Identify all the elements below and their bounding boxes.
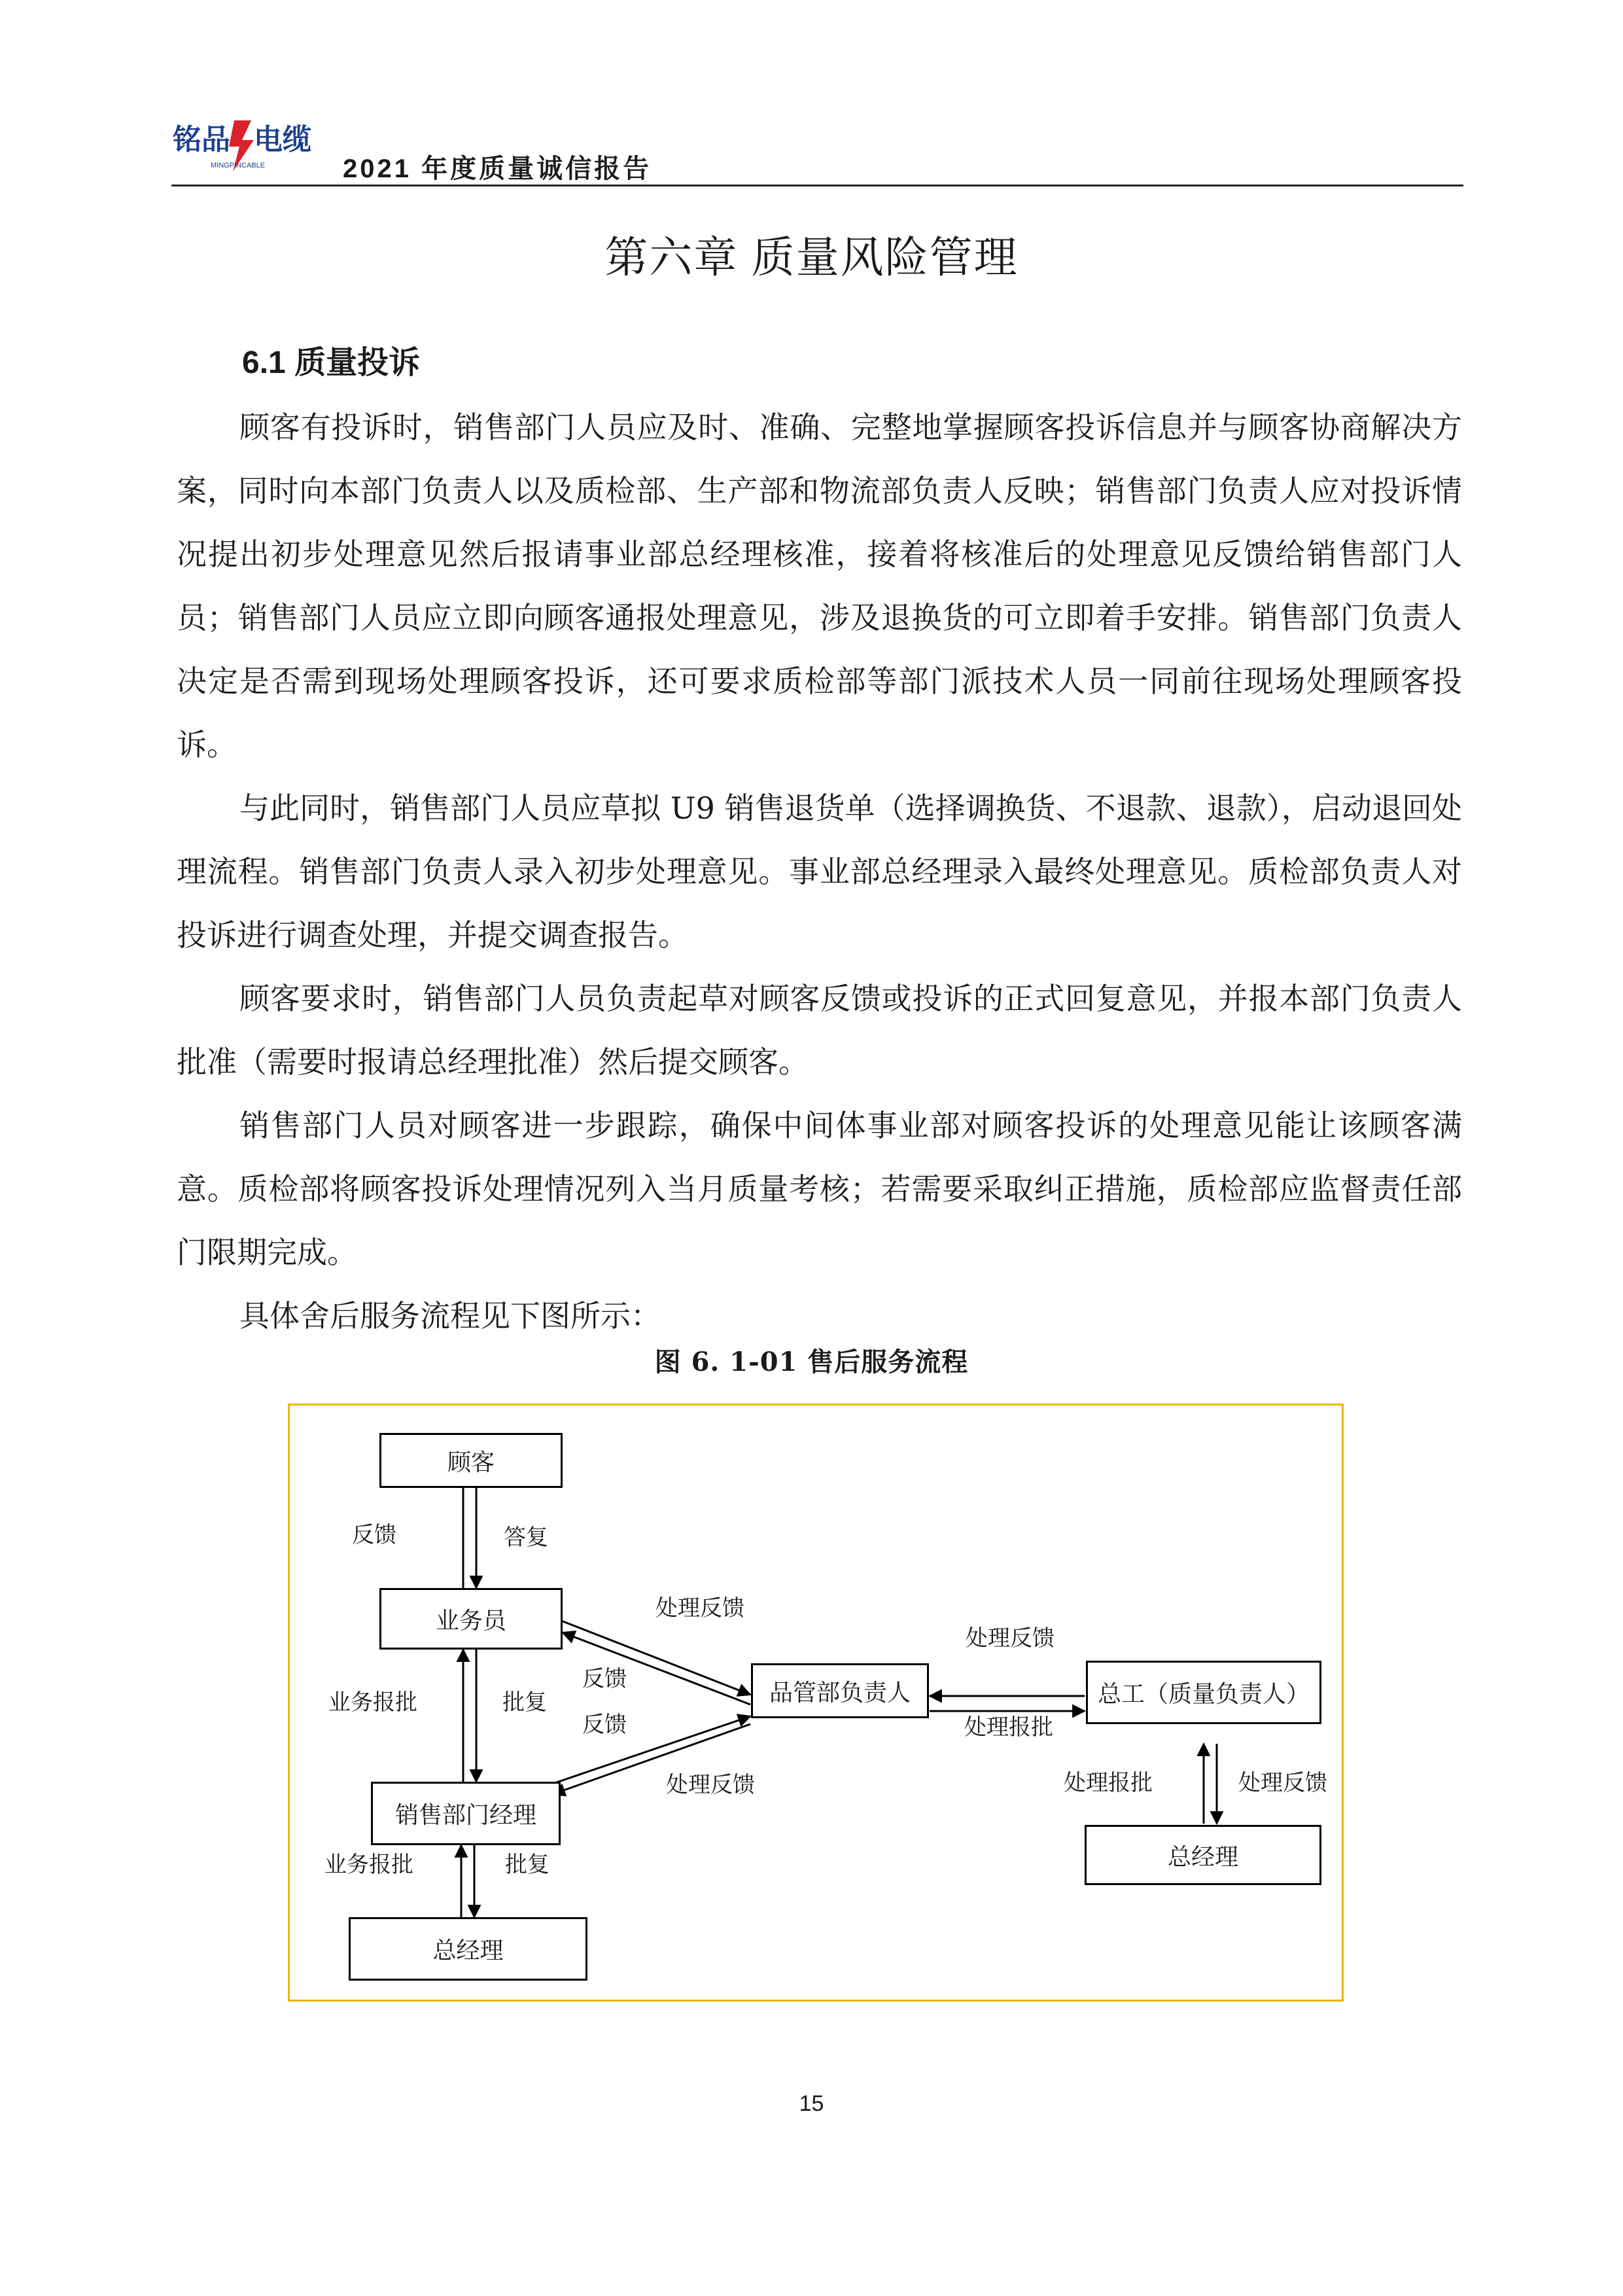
svg-text:电缆: 电缆 [254,124,311,156]
label-feedback-b: 反馈 [582,1712,627,1737]
node-gm-right: 总经理 [1085,1825,1321,1885]
paragraph-2: 与此同时，销售部门人员应草拟 U9 销售退货单（选择调换货、不退款、退款），启动退回处理流程。销售部门负责人录入初步处理意见。事业部总经理录入最终处理意见。质检部负责人对投诉进行调查处理，并提交调查报告。 [177,790,1462,953]
label-handle-feedback-right: 处理反馈 [966,1626,1055,1651]
label-feedback-up: 反馈 [352,1523,396,1547]
company-logo [171,111,328,177]
paragraph-1: 顾客有投诉时，销售部门人员应及时、准确、完整地掌握顾客投诉信息并与顾客协商解决方案，同时向本部门负责人以及质检部、生产部和物流部负责人反映；销售部门负责人应对投诉情况提出初步处理意见然后报请事业部总经理核准，接着将核准后的处理意见反馈给销售部门人员；销售部门人员应立即向顾客通报处理意见，涉及退换货的可立即着手安排。销售部门负责人决定是否需到现场处理顾客投诉，还可要求质检部等部门派技术人员一同前往现场处理顾客投诉。 [177,410,1462,762]
node-customer: 顾客 [379,1433,563,1488]
page-header [171,98,1467,190]
label-approve-1: 批复 [502,1690,547,1715]
paragraph-4: 销售部门人员对顾客进一步跟踪，确保中间体事业部对顾客投诉的处理意见能让该顾客满意。质检部将顾客投诉处理情况列入当月质量考核；若需要采取纠正措施，质检部应监督责任部门限期完成。 [177,1108,1462,1270]
node-salesperson: 业务员 [379,1588,563,1650]
svg-text:MINGPINCABLE: MINGPINCABLE [211,162,266,169]
chapter-title: 第六章 质量风险管理 [604,233,1019,281]
svg-text:铭品: 铭品 [173,124,230,156]
label-handle-report-down: 处理报批 [1064,1771,1153,1795]
node-qc-head: 品管部负责人 [751,1663,929,1718]
label-biz-report-1: 业务报批 [328,1690,417,1715]
label-handle-report-right: 处理报批 [964,1715,1053,1740]
label-handle-feedback-top: 处理反馈 [655,1596,744,1621]
report-title: 2021 年度质量诚信报告 [343,154,652,183]
label-feedback-a: 反馈 [582,1667,627,1691]
header-divider [171,185,1463,186]
label-handle-feedback-down: 处理反馈 [1238,1771,1327,1795]
label-approve-2: 批复 [505,1852,550,1877]
section-title: 6.1 质量投诉 [242,345,421,380]
label-biz-report-2: 业务报批 [324,1852,413,1877]
figure-caption: 图 6. 1-01 售后服务流程 [654,1347,969,1377]
node-chief-engineer: 总工（质量负责人） [1086,1661,1321,1724]
node-gm-left: 总经理 [349,1917,587,1981]
page-number: 15 [799,2091,824,2116]
label-reply-down: 答复 [504,1525,548,1550]
label-handle-feedback-bottom: 处理反馈 [666,1773,755,1797]
paragraph-3: 顾客要求时，销售部门人员负责起草对顾客反馈或投诉的正式回复意见，并报本部门负责人批准（需要时报请总经理批准）然后提交顾客。 [177,981,1462,1080]
node-sales-manager: 销售部门经理 [371,1782,561,1845]
paragraph-5: 具体舍后服务流程见下图所示： [239,1298,661,1333]
